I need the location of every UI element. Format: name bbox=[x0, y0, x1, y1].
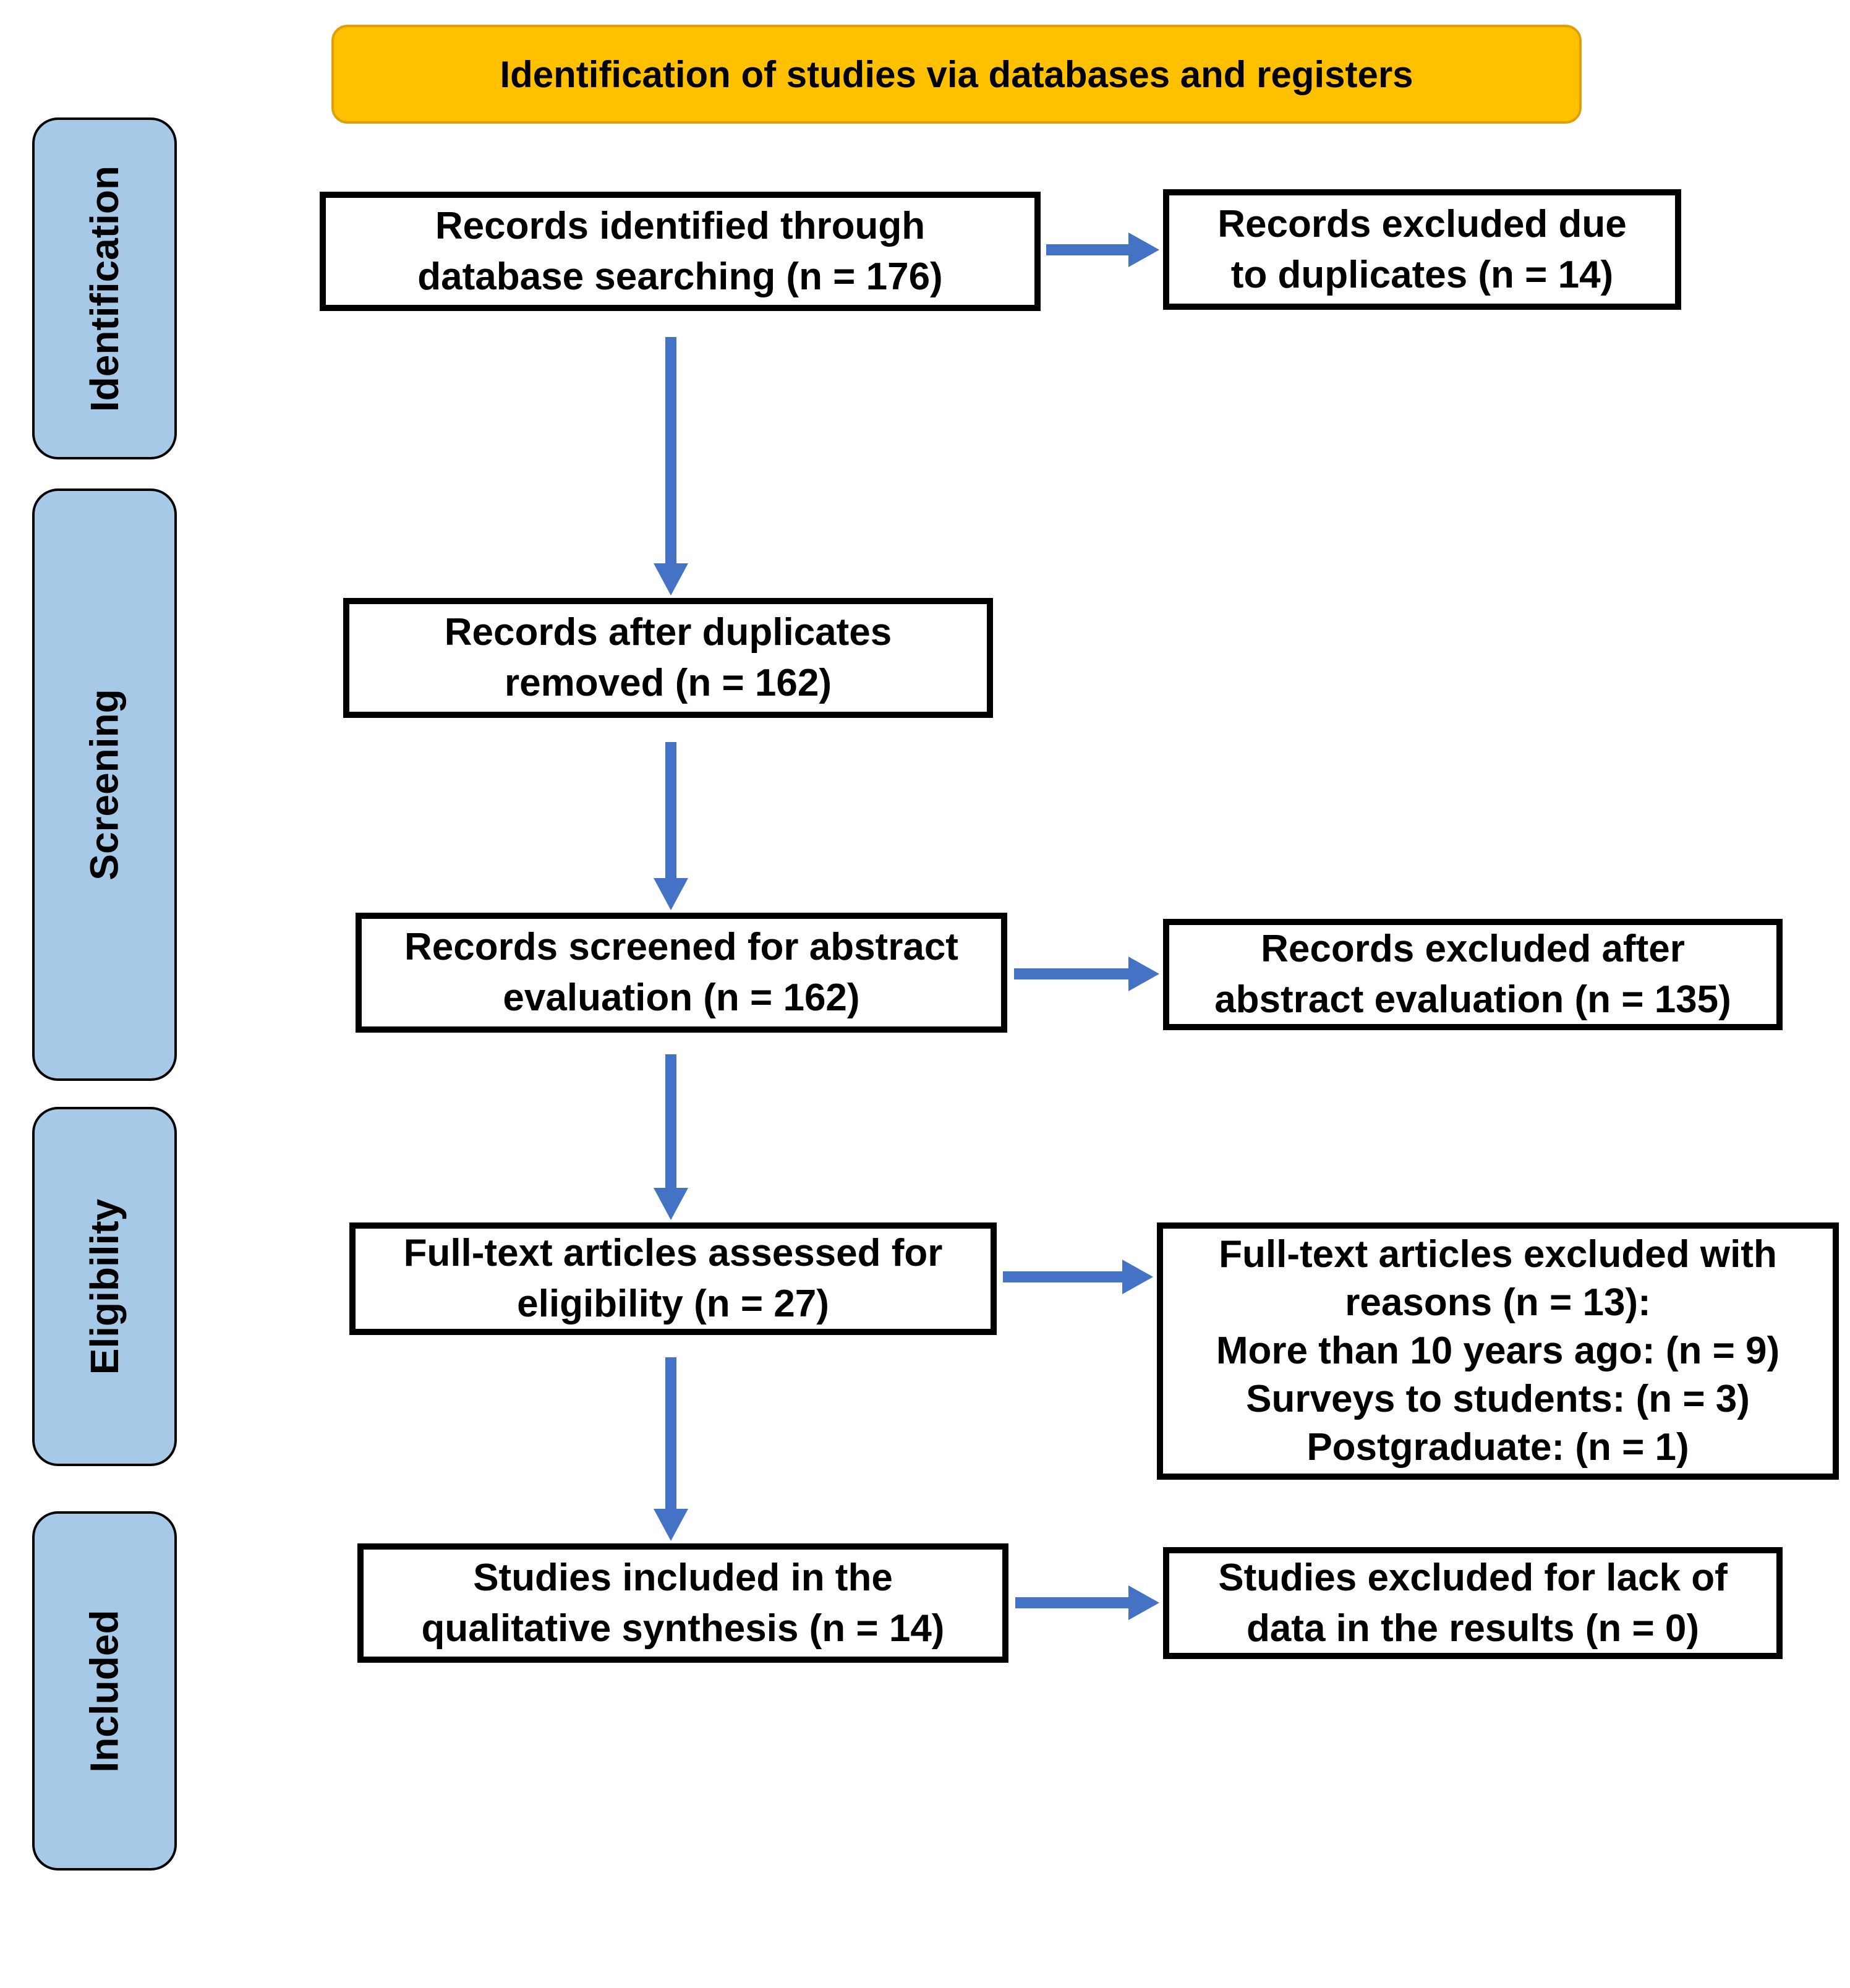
arrow-head-down-icon bbox=[654, 1509, 688, 1541]
arrow-down-identified-to-after-duplicates bbox=[654, 337, 688, 595]
box-text-line: Studies excluded for lack of bbox=[1218, 1556, 1728, 1599]
stage-label-screening-text: Screening bbox=[82, 689, 127, 881]
page-title bbox=[331, 25, 1582, 124]
box-records-screened bbox=[356, 913, 1007, 1033]
box-records-identified bbox=[320, 192, 1041, 311]
box-text-line: data in the results (n = 0) bbox=[1246, 1606, 1700, 1650]
arrow-head-right-icon bbox=[1128, 233, 1159, 267]
arrow-shaft bbox=[665, 1054, 676, 1189]
arrow-head-right-icon bbox=[1122, 1260, 1153, 1294]
box-text-line: More than 10 years ago: (n = 9) bbox=[1216, 1329, 1780, 1372]
stage-label-included-text: Included bbox=[82, 1609, 127, 1773]
box-fulltext-assessed bbox=[349, 1222, 997, 1335]
box-excluded-duplicates bbox=[1163, 189, 1681, 310]
box-text-line: Full-text articles assessed for bbox=[403, 1232, 943, 1275]
stage-label-screening bbox=[32, 488, 177, 1081]
stage-label-eligibility-text: Eligibility bbox=[82, 1198, 127, 1375]
box-excluded-abstract bbox=[1163, 919, 1783, 1030]
arrow-right-fulltext-to-fulltext-excluded bbox=[1003, 1260, 1153, 1294]
stage-label-identification-text: Identification bbox=[82, 165, 127, 412]
box-excluded-lack-data bbox=[1163, 1547, 1783, 1659]
arrow-shaft bbox=[1003, 1271, 1123, 1282]
box-text-line: reasons (n = 13): bbox=[1345, 1281, 1651, 1324]
arrow-head-down-icon bbox=[654, 563, 688, 595]
box-text-line: Records excluded after bbox=[1261, 928, 1685, 971]
box-text-line: Postgraduate: (n = 1) bbox=[1307, 1426, 1689, 1469]
arrow-shaft bbox=[1014, 968, 1130, 979]
arrow-down-screened-to-fulltext bbox=[654, 1054, 688, 1220]
box-text-line: Records identified through bbox=[435, 204, 926, 247]
arrow-right-identified-to-excluded-duplicates bbox=[1046, 233, 1159, 267]
stage-label-identification bbox=[32, 117, 177, 459]
arrow-head-down-icon bbox=[654, 878, 688, 910]
arrow-head-right-icon bbox=[1128, 957, 1159, 991]
arrow-shaft bbox=[665, 1357, 676, 1510]
box-after-duplicates bbox=[343, 598, 993, 718]
box-text-line: Studies included in the bbox=[473, 1556, 893, 1599]
box-text-line: qualitative synthesis (n = 14) bbox=[421, 1606, 945, 1650]
box-text-line: evaluation (n = 162) bbox=[503, 976, 860, 1019]
arrow-shaft bbox=[665, 337, 676, 565]
page-title-text: Identification of studies via databases and registers bbox=[500, 53, 1413, 95]
arrow-right-included-to-excluded-lack-data bbox=[1015, 1585, 1159, 1620]
arrow-down-after-duplicates-to-screened bbox=[654, 742, 688, 910]
box-text-line: Records excluded due bbox=[1217, 202, 1627, 245]
box-studies-included bbox=[357, 1543, 1008, 1663]
box-text-line: database searching (n = 176) bbox=[417, 255, 943, 298]
box-text-line: abstract evaluation (n = 135) bbox=[1214, 978, 1731, 1021]
box-text-line: Full-text articles excluded with bbox=[1219, 1232, 1777, 1276]
arrow-down-fulltext-to-included bbox=[654, 1357, 688, 1541]
arrow-shaft bbox=[1046, 244, 1130, 255]
box-text-line: removed (n = 162) bbox=[505, 662, 832, 704]
box-text-line: Records screened for abstract bbox=[404, 926, 958, 969]
arrow-right-screened-to-excluded-abstract bbox=[1014, 957, 1159, 991]
box-text-line: to duplicates (n = 14) bbox=[1230, 253, 1614, 296]
box-fulltext-excluded bbox=[1157, 1222, 1839, 1480]
stage-label-included bbox=[32, 1511, 177, 1871]
arrow-shaft bbox=[665, 742, 676, 879]
arrow-shaft bbox=[1015, 1597, 1130, 1608]
box-text-line: Surveys to students: (n = 3) bbox=[1246, 1378, 1750, 1421]
box-text-line: eligibility (n = 27) bbox=[517, 1282, 829, 1325]
arrow-head-down-icon bbox=[654, 1188, 688, 1220]
stage-label-eligibility bbox=[32, 1107, 177, 1466]
arrow-head-right-icon bbox=[1128, 1585, 1159, 1620]
box-text-line: Records after duplicates bbox=[444, 611, 892, 654]
